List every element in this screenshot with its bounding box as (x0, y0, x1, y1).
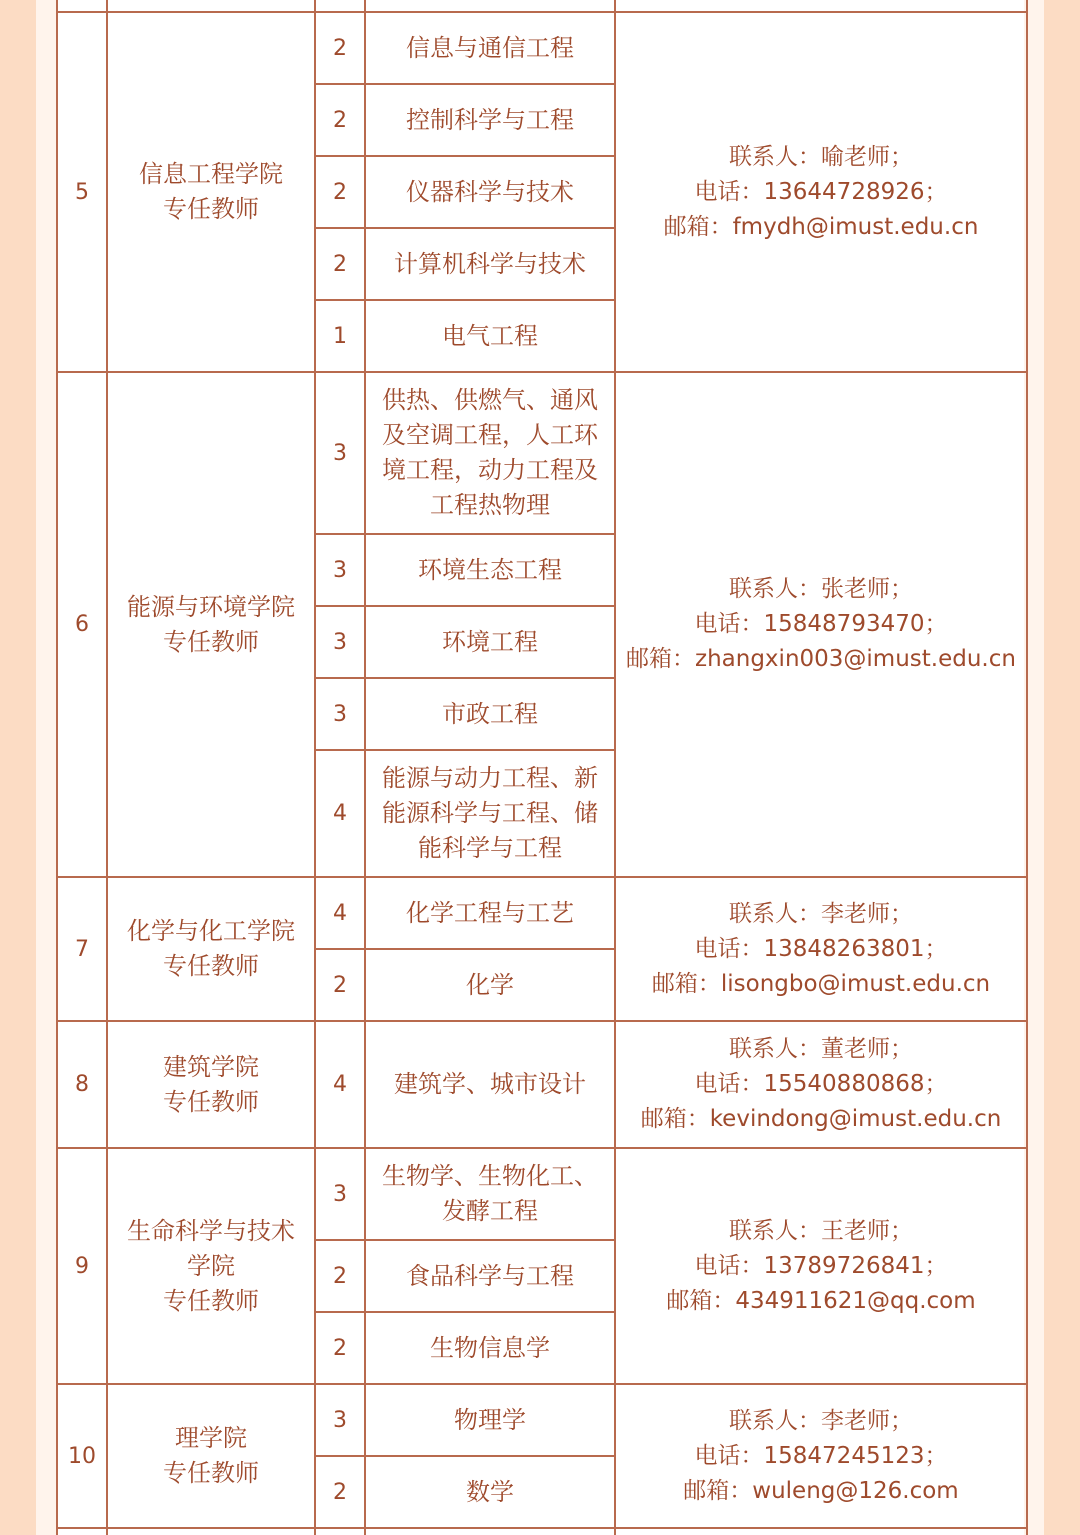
major-name: 食品科学与工程 (365, 1240, 615, 1312)
major-name: 数学 (365, 1456, 615, 1528)
major-name: 环境工程 (365, 606, 615, 678)
contact-cell (615, 877, 1027, 1021)
table-row (57, 1148, 1027, 1240)
headcount: 3 (315, 1384, 365, 1456)
position-type: 专任教师 (163, 952, 259, 980)
major-name: 供热、供燃气、通风及空调工程，人工环境工程，动力工程及工程热物理 (365, 372, 615, 534)
major-name: 信息与通信工程 (365, 12, 615, 84)
contact-phone: 电话：15847245123； (694, 1442, 948, 1469)
contact-cell (615, 1384, 1027, 1528)
department-name-cont: 学院 (187, 1251, 235, 1280)
department-name: 建筑学院 (163, 1052, 259, 1081)
major-name: 化学 (365, 949, 615, 1021)
contact-cell (615, 1148, 1027, 1384)
major-name: 电气工程 (365, 300, 615, 372)
contact-email: 邮箱：lisongbo@imust.edu.cn (651, 970, 991, 997)
major-name: 市政工程 (365, 678, 615, 750)
department-name: 能源与环境学院 (127, 592, 295, 621)
headcount: 2 (315, 228, 365, 300)
cell-clipped (315, 1528, 365, 1535)
department-cell (107, 1148, 315, 1384)
headcount: 1 (315, 300, 365, 372)
contact-person: 联系人：喻老师； (729, 143, 913, 170)
position-type: 专任教师 (163, 1286, 259, 1315)
table-row (57, 877, 1027, 949)
cell-clipped (107, 1528, 315, 1535)
left-border-decoration (0, 0, 36, 1535)
contact-cell (615, 1021, 1027, 1148)
department-name: 化学与化工学院 (127, 917, 295, 945)
row-number: 8 (57, 1021, 107, 1148)
contact-email: 邮箱：zhangxin003@imust.edu.cn (626, 646, 1016, 672)
row-number: 7 (57, 877, 107, 1021)
major-name: 仪器科学与技术 (365, 156, 615, 228)
department-cell (107, 877, 315, 1021)
department-name: 信息工程学院 (139, 160, 283, 188)
department-cell (107, 12, 315, 372)
position-type: 专任教师 (163, 1459, 259, 1487)
headcount: 3 (315, 678, 365, 750)
contact-phone: 电话：13644728926； (694, 178, 948, 205)
headcount: 2 (315, 12, 365, 84)
major-name: 化学工程与工艺 (365, 877, 615, 949)
cell-clipped (57, 0, 107, 12)
contact-phone: 电话：15848793470； (694, 611, 948, 637)
major-name: 生物信息学 (365, 1312, 615, 1384)
contact-email: 邮箱：wuleng@126.com (683, 1477, 959, 1504)
headcount: 2 (315, 1240, 365, 1312)
table-row (57, 12, 1027, 84)
cell-clipped (107, 0, 315, 12)
department-cell (107, 1021, 315, 1148)
headcount: 2 (315, 84, 365, 156)
position-type: 专任教师 (163, 1087, 259, 1116)
major-name: 物理学 (365, 1384, 615, 1456)
contact-person: 联系人：李老师； (729, 900, 913, 927)
contact-email: 邮箱：fmydh@imust.edu.cn (663, 213, 979, 240)
table-row-previous-clipped (57, 0, 1027, 12)
position-type: 专任教师 (163, 627, 259, 656)
major-name: 环境生态工程 (365, 534, 615, 606)
left-inner-strip (36, 0, 56, 1535)
right-border-decoration (1044, 0, 1080, 1535)
row-number: 6 (57, 372, 107, 877)
department-name: 理学院 (175, 1424, 247, 1452)
table-row-next-clipped (57, 1528, 1027, 1535)
row-number: 9 (57, 1148, 107, 1384)
contact-person: 联系人：董老师； (729, 1036, 913, 1062)
major-name: 生物学、生物化工、发酵工程 (365, 1148, 615, 1240)
headcount: 4 (315, 877, 365, 949)
headcount: 3 (315, 372, 365, 534)
contact-cell (615, 12, 1027, 372)
contact-person: 联系人：张老师； (729, 576, 913, 602)
contact-person: 联系人：王老师； (729, 1217, 913, 1244)
headcount: 3 (315, 534, 365, 606)
table-row (57, 1384, 1027, 1456)
headcount: 3 (315, 1148, 365, 1240)
headcount: 2 (315, 1456, 365, 1528)
major-name: 建筑学、城市设计 (365, 1021, 615, 1148)
major-name: 控制科学与工程 (365, 84, 615, 156)
recruitment-table (56, 0, 1028, 1535)
contact-person: 联系人：李老师； (729, 1407, 913, 1434)
contact-email: 邮箱：kevindong@imust.edu.cn (640, 1106, 1002, 1132)
headcount: 2 (315, 1312, 365, 1384)
cell-clipped (615, 0, 1027, 12)
cell-clipped (57, 1528, 107, 1535)
headcount: 4 (315, 1021, 365, 1148)
headcount: 3 (315, 606, 365, 678)
contact-phone: 电话：13789726841； (694, 1252, 948, 1279)
cell-clipped (365, 0, 615, 12)
contact-cell (615, 372, 1027, 877)
table-row (57, 372, 1027, 534)
headcount: 2 (315, 949, 365, 1021)
row-number: 5 (57, 12, 107, 372)
department-cell (107, 372, 315, 877)
cell-clipped (365, 1528, 615, 1535)
contact-phone: 电话：13848263801； (694, 935, 948, 962)
cell-clipped (315, 0, 365, 12)
major-name: 计算机科学与技术 (365, 228, 615, 300)
contact-phone: 电话：15540880868； (694, 1071, 948, 1097)
cell-clipped (615, 1528, 1027, 1535)
department-name: 生命科学与技术 (127, 1216, 295, 1245)
headcount: 4 (315, 750, 365, 877)
contact-email: 邮箱：434911621@qq.com (666, 1287, 976, 1314)
position-type: 专任教师 (163, 195, 259, 223)
major-name: 能源与动力工程、新能源科学与工程、储能科学与工程 (365, 750, 615, 877)
row-number: 10 (57, 1384, 107, 1528)
department-cell (107, 1384, 315, 1528)
table-row (57, 1021, 1027, 1148)
headcount: 2 (315, 156, 365, 228)
